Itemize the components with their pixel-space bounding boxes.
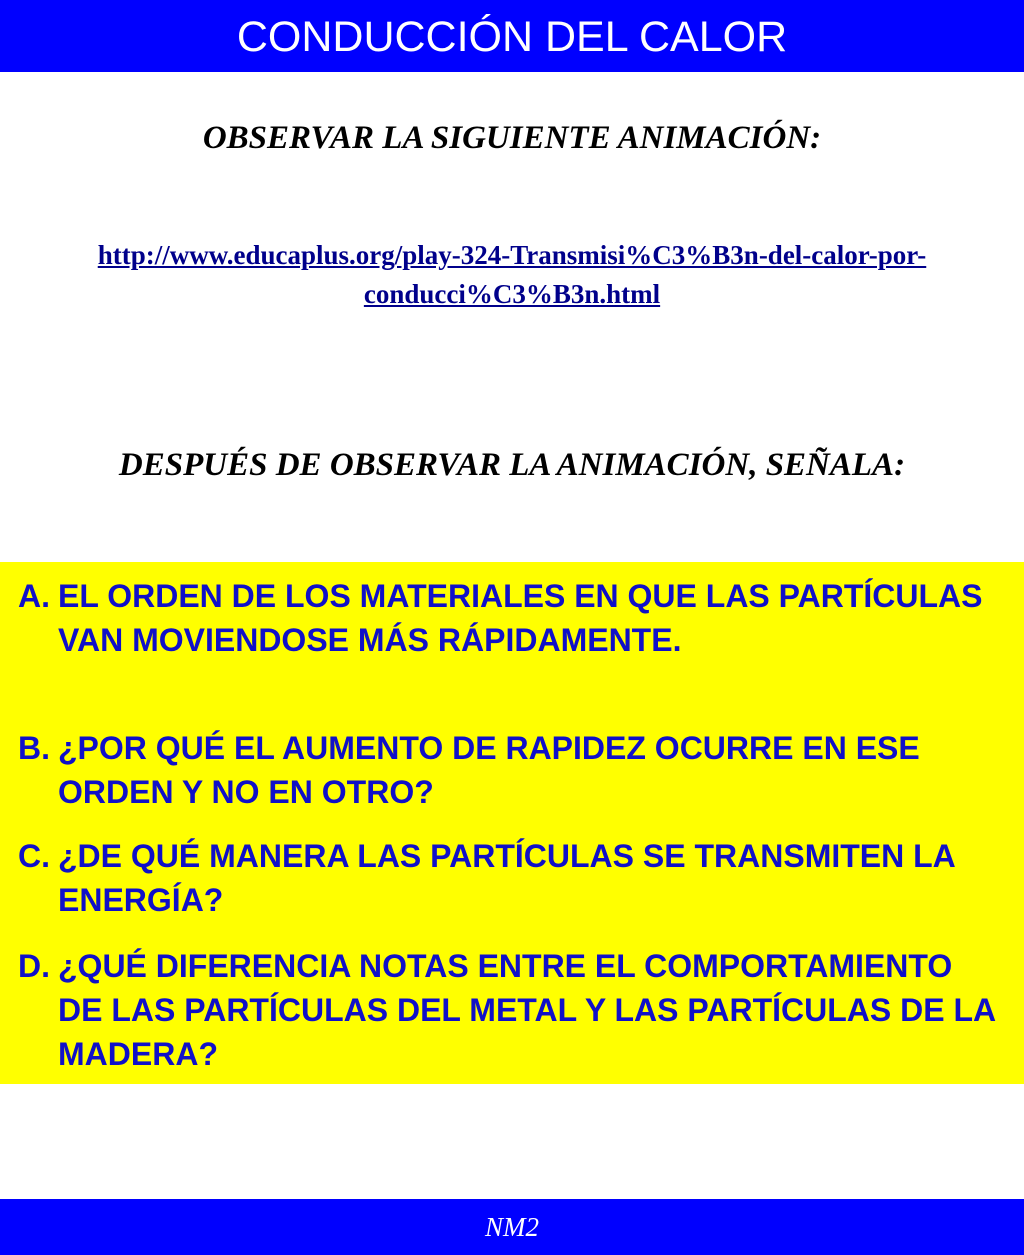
title-bar (0, 0, 1024, 72)
question-marker: A. (18, 578, 50, 614)
footer-bar (0, 1199, 1024, 1255)
question-a (18, 574, 998, 662)
question-marker: B. (18, 730, 50, 766)
question-text: ¿POR QUÉ EL AUMENTO DE RAPIDEZ OCURRE EN ESE ORDEN Y NO EN OTRO? (58, 730, 920, 810)
animation-link[interactable]: http://www.educaplus.org/play-324-Transmisi%C3%B3n-del-calor-por-conducci%C3%B3n.html (97, 240, 927, 309)
question-b (18, 726, 998, 814)
question-marker: D. (18, 948, 50, 984)
question-text: ¿QUÉ DIFERENCIA NOTAS ENTRE EL COMPORTAMIENTO DE LAS PARTÍCULAS DEL METAL Y LAS PARTÍCULAS DE LA MADERA? (58, 948, 995, 1072)
prompt-heading: DESPUÉS DE OBSERVAR LA ANIMACIÓN, SEÑALA: (118, 447, 906, 483)
instruction-heading: OBSERVAR LA SIGUIENTE ANIMACIÓN: (202, 120, 822, 156)
question-text: EL ORDEN DE LOS MATERIALES EN QUE LAS PARTÍCULAS VAN MOVIENDOSE MÁS RÁPIDAMENTE. (58, 578, 983, 658)
footer-label: NM2 (485, 1212, 539, 1242)
question-c (18, 834, 998, 922)
question-d (18, 944, 998, 1076)
question-marker: C. (18, 838, 50, 874)
question-text: ¿DE QUÉ MANERA LAS PARTÍCULAS SE TRANSMITEN LA ENERGÍA? (58, 838, 955, 918)
questions-panel (0, 562, 1024, 1084)
page-title: CONDUCCIÓN DEL CALOR (236, 13, 788, 61)
